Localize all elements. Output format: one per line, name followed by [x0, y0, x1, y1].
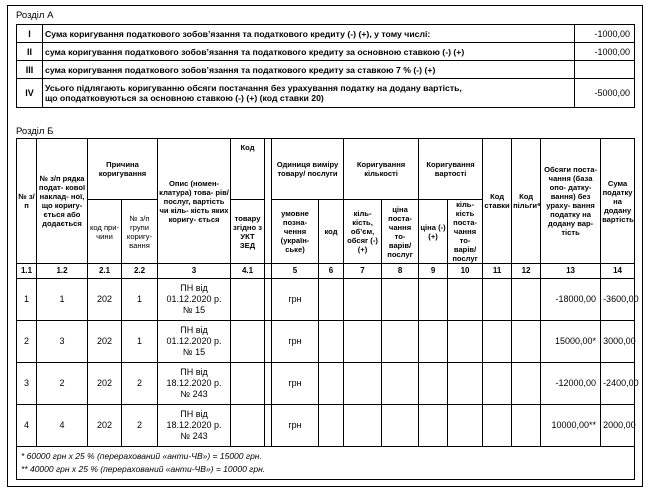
- section-a-row: [17, 61, 635, 79]
- row-vat: 3000,00: [601, 321, 635, 363]
- row-benefit-code: [512, 279, 541, 321]
- row-invoice-row: 1: [37, 279, 88, 321]
- row-qty-price: [382, 363, 419, 405]
- notes-row: [17, 447, 635, 480]
- table-row: [17, 363, 635, 405]
- row-rate-code: [483, 279, 512, 321]
- gap-cell: [265, 363, 272, 405]
- row-uktzed: [231, 279, 265, 321]
- col-price-qty-header: кіль- кість поста- чання то- варів/ послуг: [448, 200, 483, 264]
- desc-line: 01.12.2020 р.: [166, 336, 222, 346]
- section-a-table: [16, 24, 635, 108]
- row-price: [419, 363, 448, 405]
- row-invoice-row: 4: [37, 405, 88, 447]
- row-number: I: [17, 25, 43, 43]
- row-unit-code: [319, 405, 344, 447]
- row-qty-price: [382, 321, 419, 363]
- desc-line: ПН від: [180, 409, 208, 419]
- row-price-qty: [448, 405, 483, 447]
- row-price: [419, 279, 448, 321]
- footnotes: [17, 447, 635, 480]
- desc-line: 18.12.2020 р.: [166, 420, 222, 430]
- col-unit-code-header: код: [319, 200, 344, 264]
- row-description: [158, 405, 231, 447]
- col-qty-adj-header: Коригування кількості: [344, 139, 419, 200]
- table-row: [17, 279, 635, 321]
- row-vat: 2000,00: [601, 405, 635, 447]
- row-benefit-code: [512, 321, 541, 363]
- row-num: 2: [17, 321, 37, 363]
- row-description: [158, 363, 231, 405]
- row-text: [43, 79, 575, 108]
- index-cell: 2.2: [122, 264, 158, 279]
- row-value: -5000,00: [575, 79, 635, 108]
- col-rate-code-header: Код ставки: [483, 139, 512, 264]
- row-description: [158, 279, 231, 321]
- col-benefit-code-header: Код пільги⁶: [512, 139, 541, 264]
- row-rate-code: [483, 405, 512, 447]
- index-cell: 9: [419, 264, 448, 279]
- col-price-header: ціна (-) (+): [419, 200, 448, 264]
- row-price: [419, 405, 448, 447]
- row-number: IV: [17, 79, 43, 108]
- col-invoice-row-header: № з/п рядка подат- кової наклад- ної, що коригу- ється або додається: [37, 139, 88, 264]
- row-uktzed: [231, 363, 265, 405]
- gap-cell: [265, 321, 272, 363]
- row-uktzed: [231, 405, 265, 447]
- index-cell: 4.1: [231, 264, 265, 279]
- row-vat: -3600,00: [601, 279, 635, 321]
- gap-cell: [265, 264, 272, 279]
- index-cell: 1.2: [37, 264, 88, 279]
- col-vat-header: Сума податку на додану вартість: [601, 139, 635, 264]
- col-qty-header: кіль- кість, об’єм, обсяг (-) (+): [344, 200, 382, 264]
- index-cell: 11: [483, 264, 512, 279]
- index-cell: 13: [541, 264, 601, 279]
- row-reason-code: 202: [88, 363, 122, 405]
- col-price-adj-header: Коригування вартості: [419, 139, 483, 200]
- row-rate-code: [483, 363, 512, 405]
- row-unit: грн: [272, 363, 319, 405]
- row-benefit-code: [512, 405, 541, 447]
- desc-line: ПН від: [180, 283, 208, 293]
- section-a-row: [17, 43, 635, 61]
- row-unit-code: [319, 321, 344, 363]
- desc-line: 18.12.2020 р.: [166, 378, 222, 388]
- gap-column: [265, 139, 272, 264]
- row-value: -1000,00: [575, 25, 635, 43]
- row-unit: грн: [272, 321, 319, 363]
- index-cell: 8: [382, 264, 419, 279]
- gap-cell: [265, 279, 272, 321]
- table-row: [17, 405, 635, 447]
- row-num: 1: [17, 279, 37, 321]
- row-qty: [344, 321, 382, 363]
- col-description-header: Опис (номен- клатура) това- рів/ послуг, вартість чи кіль- кість яких коригу- ється: [158, 139, 231, 264]
- row-vat: -2400,00: [601, 363, 635, 405]
- row-reason-group: 2: [122, 363, 158, 405]
- row-unit: грн: [272, 279, 319, 321]
- row-num: 4: [17, 405, 37, 447]
- col-qty-price-header: ціна поста- чання то- варів/ послуг: [382, 200, 419, 264]
- col-reason-group-header: № з/п групи коригу- вання: [122, 200, 158, 264]
- row-description: [158, 321, 231, 363]
- index-row: [17, 264, 635, 279]
- index-cell: 7: [344, 264, 382, 279]
- table-row: [17, 321, 635, 363]
- col-reason-header: Причина коригування: [88, 139, 158, 200]
- desc-line: ПН від: [180, 367, 208, 377]
- row-text: сума коригування податкового зобов’язання та податкового кредиту за основною ставкою (-) (+): [43, 43, 575, 61]
- index-cell: 14: [601, 264, 635, 279]
- row-number: II: [17, 43, 43, 61]
- desc-line: № 243: [180, 389, 208, 399]
- row-reason-code: 202: [88, 321, 122, 363]
- desc-line: 01.12.2020 р.: [166, 294, 222, 304]
- col-unit-name-header: умовне позна- чення (україн- ське): [272, 200, 319, 264]
- gap-cell: [265, 405, 272, 447]
- row-text-line: Усього підлягають коригуванню обсяги постачання без урахування податку на додану вартість,: [45, 83, 462, 93]
- desc-line: № 243: [180, 431, 208, 441]
- row-unit-code: [319, 279, 344, 321]
- footnote: * 60000 грн х 25 % (перерахований «анти-ЧВ») = 15000 грн.: [21, 451, 262, 461]
- row-text: Сума коригування податкового зобов’язання та податкового кредиту (-) (+), у тому числі:: [43, 25, 575, 43]
- row-price: [419, 321, 448, 363]
- desc-line: № 15: [182, 347, 206, 357]
- col-code-header: Код: [231, 139, 265, 200]
- row-invoice-row: 2: [37, 363, 88, 405]
- section-b-table: [16, 138, 639, 480]
- row-reason-group: 2: [122, 405, 158, 447]
- col-reason-code-header: код при- чини: [88, 200, 122, 264]
- section-a-row: [17, 79, 635, 108]
- col-uktzed-header: товару згідно з УКТ ЗЕД: [231, 200, 265, 264]
- row-num: 3: [17, 363, 37, 405]
- row-benefit-code: [512, 363, 541, 405]
- row-rate-code: [483, 321, 512, 363]
- desc-line: ПН від: [180, 325, 208, 335]
- index-cell: 3: [158, 264, 231, 279]
- section-a-row: [17, 25, 635, 43]
- row-number: III: [17, 61, 43, 79]
- row-reason-group: 1: [122, 279, 158, 321]
- desc-line: № 15: [182, 305, 206, 315]
- row-qty: [344, 279, 382, 321]
- row-reason-group: 1: [122, 321, 158, 363]
- row-unit: грн: [272, 405, 319, 447]
- row-volume: 10000,00**: [541, 405, 601, 447]
- row-qty: [344, 405, 382, 447]
- row-value: [575, 61, 635, 79]
- index-cell: 1.1: [17, 264, 37, 279]
- row-qty-price: [382, 405, 419, 447]
- section-b-title: Розділ Б: [16, 126, 54, 137]
- row-invoice-row: 3: [37, 321, 88, 363]
- index-cell: 6: [319, 264, 344, 279]
- row-text-line: що оподатковуються за основною ставкою (-) (+) (код ставки 20): [45, 93, 324, 103]
- row-uktzed: [231, 321, 265, 363]
- row-text: сума коригування податкового зобов’язання та податкового кредиту за ставкою 7 % (-) (+): [43, 61, 575, 79]
- col-unit-header: Одиниця виміру товару/ послуги: [272, 139, 344, 200]
- index-cell: 2.1: [88, 264, 122, 279]
- row-price-qty: [448, 279, 483, 321]
- col-num-header: № з/п: [17, 139, 37, 264]
- index-cell: 10: [448, 264, 483, 279]
- index-cell: 12: [512, 264, 541, 279]
- row-volume: -12000,00: [541, 363, 601, 405]
- row-reason-code: 202: [88, 279, 122, 321]
- row-volume: 15000,00*: [541, 321, 601, 363]
- row-price-qty: [448, 363, 483, 405]
- row-value: -1000,00: [575, 43, 635, 61]
- index-cell: 5: [272, 264, 319, 279]
- header-row: [17, 139, 635, 200]
- row-volume: -18000,00: [541, 279, 601, 321]
- row-unit-code: [319, 363, 344, 405]
- col-volume-header: Обсяги поста- чання (база опо- датку- вання) без ураху- вання податку на додану вар- тість: [541, 139, 601, 264]
- row-qty: [344, 363, 382, 405]
- row-price-qty: [448, 321, 483, 363]
- row-qty-price: [382, 279, 419, 321]
- row-reason-code: 202: [88, 405, 122, 447]
- footnote: ** 40000 грн х 25 % (перерахований «анти-ЧВ») = 10000 грн.: [21, 464, 266, 474]
- section-a-title: Розділ А: [16, 10, 54, 21]
